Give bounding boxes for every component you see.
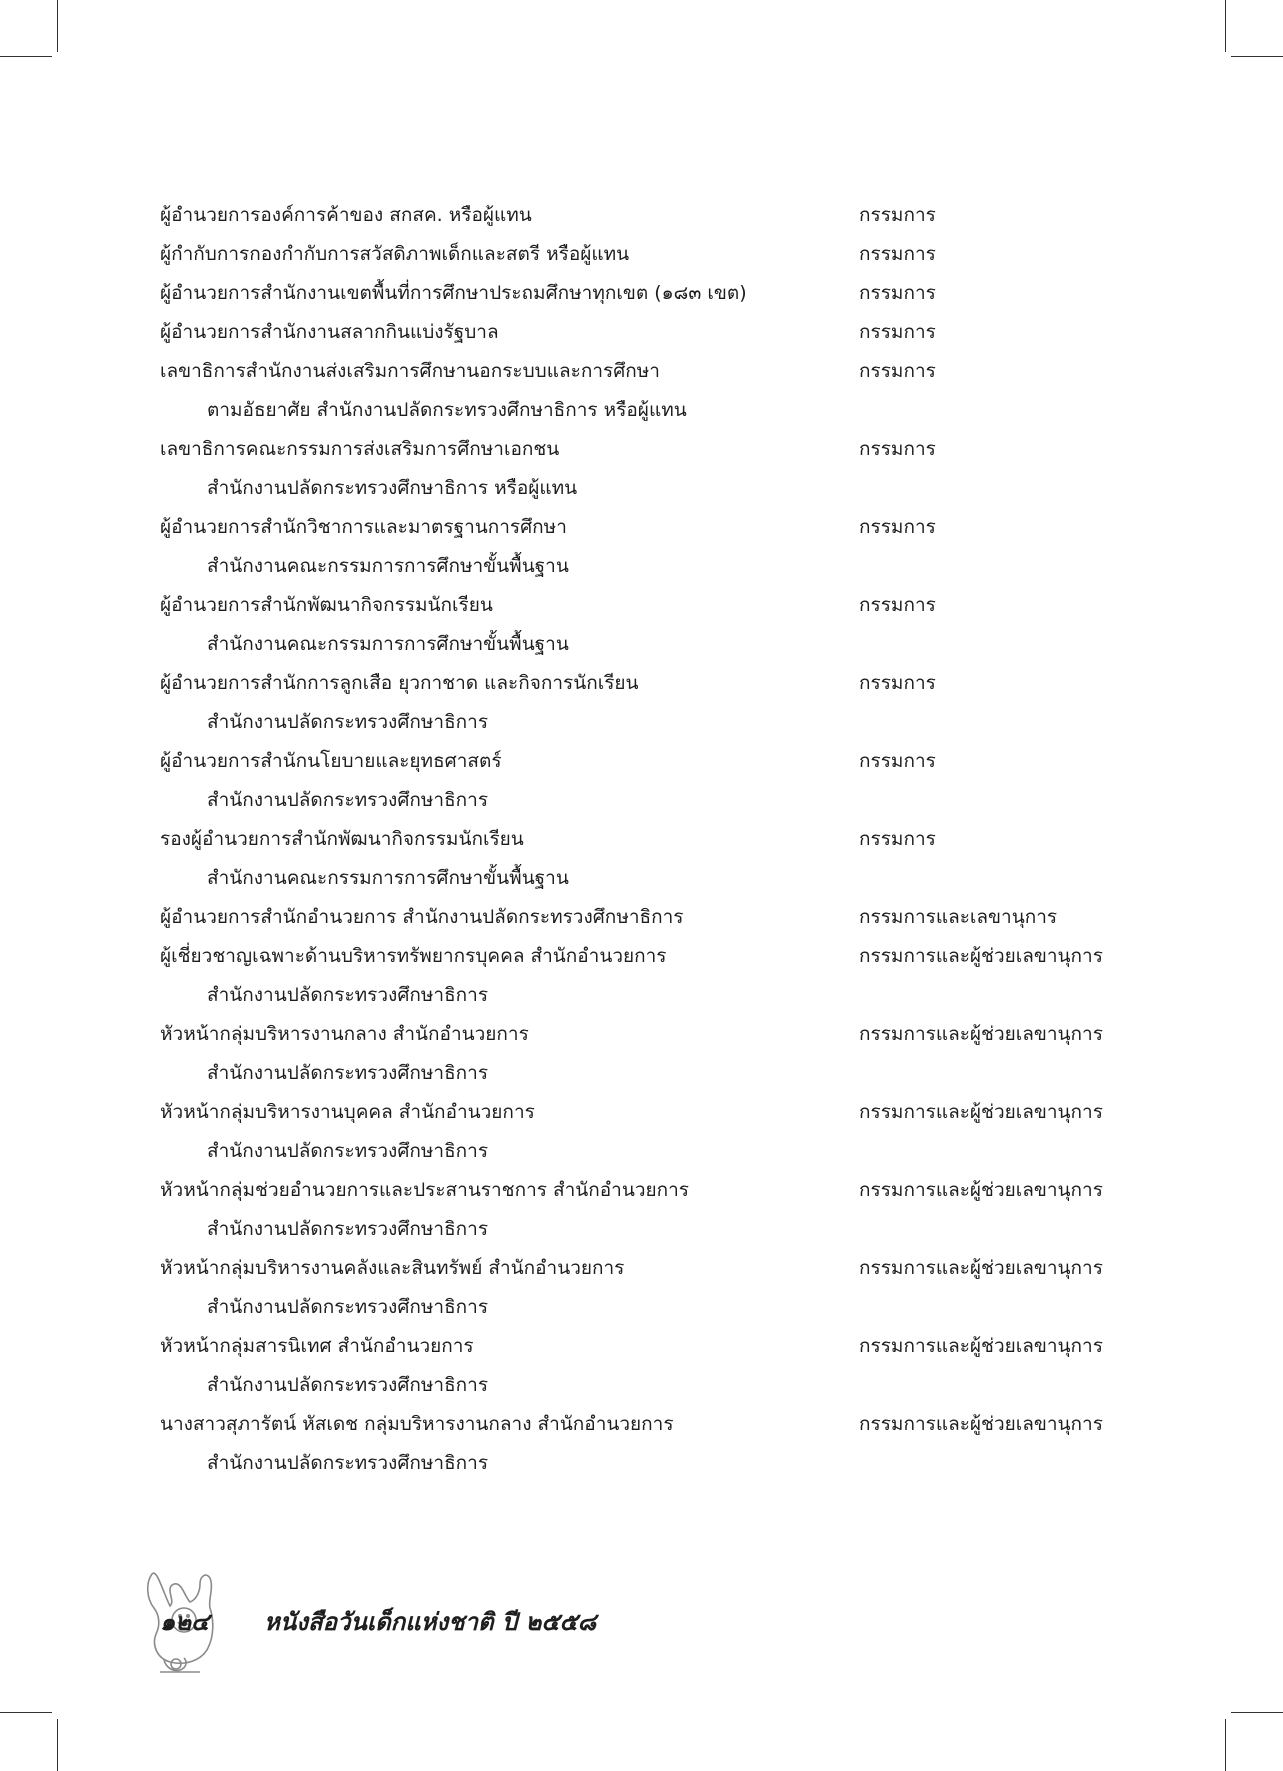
member-row-continuation [160,859,1160,898]
member-position: เลขาธิการคณะกรรมการส่งเสริมการศึกษาเอกชน [160,438,560,460]
member-role: กรรมการและผู้ช่วยเลขานุการ [859,1101,1103,1123]
member-role: กรรมการ [859,243,936,265]
crop-mark [1231,56,1283,57]
member-role: กรรมการ [859,750,936,772]
member-position: สำนักงานปลัดกระทรวงศึกษาธิการ [207,1452,489,1474]
member-row-continuation [160,469,1160,508]
member-position: ผู้อำนวยการสำนักงานเขตพื้นที่การศึกษาประถมศึกษาทุกเขต (๑๘๓ เขต) [160,282,747,304]
member-row [160,1171,1160,1210]
member-position: สำนักงานปลัดกระทรวงศึกษาธิการ [207,1062,489,1084]
member-role: กรรมการ [859,282,936,304]
member-position: หัวหน้ากลุ่มสารนิเทศ สำนักอำนวยการ [160,1335,474,1357]
member-row-continuation [160,703,1160,742]
page-number: ๑๒๔ [160,1607,210,1636]
member-role: กรรมการและผู้ช่วยเลขานุการ [859,1023,1103,1045]
member-role: กรรมการและผู้ช่วยเลขานุการ [859,1257,1103,1279]
member-position: สำนักงานปลัดกระทรวงศึกษาธิการ [207,711,489,733]
member-position: ผู้อำนวยการสำนักการลูกเสือ ยุวกาชาด และกิจการนักเรียน [160,672,639,694]
member-role: กรรมการ [859,204,936,226]
member-role: กรรมการและผู้ช่วยเลขานุการ [859,1335,1103,1357]
crop-mark [0,1712,52,1713]
crop-mark [1225,0,1226,52]
member-position: ผู้อำนวยการสำนักอำนวยการ สำนักงานปลัดกระทรวงศึกษาธิการ [160,906,684,928]
member-row-continuation [160,1210,1160,1249]
member-position: สำนักงานปลัดกระทรวงศึกษาธิการ [207,1296,489,1318]
member-position: นางสาวสุภารัตน์ หัสเดช กลุ่มบริหารงานกลาง สำนักอำนวยการ [160,1413,674,1435]
member-row [160,1327,1160,1366]
page-footer [130,1568,650,1678]
member-position: ตามอัธยาศัย สำนักงานปลัดกระทรวงศึกษาธิการ หรือผู้แทน [207,399,687,421]
member-position: สำนักงานปลัดกระทรวงศึกษาธิการ [207,789,489,811]
member-position: สำนักงานปลัดกระทรวงศึกษาธิการ [207,984,489,1006]
crop-mark [0,56,52,57]
member-row [160,1015,1160,1054]
member-row-continuation [160,976,1160,1015]
member-row [160,820,1160,859]
member-position: หัวหน้ากลุ่มบริหารงานกลาง สำนักอำนวยการ [160,1023,529,1045]
member-position: ผู้อำนวยการสำนักนโยบายและยุทธศาสตร์ [160,750,502,772]
member-position: สำนักงานปลัดกระทรวงศึกษาธิการ [207,1218,489,1240]
member-row [160,664,1160,703]
member-row [160,313,1160,352]
member-role: กรรมการ [859,360,936,382]
member-role: กรรมการ [859,672,936,694]
member-row-continuation [160,391,1160,430]
member-position: รองผู้อำนวยการสำนักพัฒนากิจกรรมนักเรียน [160,828,524,850]
member-position: สำนักงานคณะกรรมการการศึกษาขั้นพื้นฐาน [207,633,569,655]
member-position: ผู้เชี่ยวชาญเฉพาะด้านบริหารทรัพยากรบุคคล สำนักอำนวยการ [160,945,667,967]
member-row-continuation [160,1444,1160,1483]
crop-mark [57,0,58,52]
member-row [160,196,1160,235]
member-row [160,1405,1160,1444]
member-position: ผู้อำนวยการสำนักวิชาการและมาตรฐานการศึกษา [160,516,567,538]
member-position: สำนักงานปลัดกระทรวงศึกษาธิการ [207,1374,489,1396]
crop-mark [57,1719,58,1771]
member-role: กรรมการและเลขานุการ [859,906,1058,928]
member-row [160,937,1160,976]
member-row [160,586,1160,625]
member-role: กรรมการ [859,516,936,538]
member-position: ผู้อำนวยการสำนักพัฒนากิจกรรมนักเรียน [160,594,493,616]
member-row-continuation [160,781,1160,820]
member-position: สำนักงานปลัดกระทรวงศึกษาธิการ หรือผู้แทน [207,477,578,499]
crop-mark [1225,1719,1226,1771]
member-position: ผู้อำนวยการองค์การค้าของ สกสค. หรือผู้แทน [160,204,532,226]
member-row-continuation [160,547,1160,586]
member-row-continuation [160,1054,1160,1093]
member-position: ผู้กำกับการกองกำกับการสวัสดิภาพเด็กและสตรี หรือผู้แทน [160,243,630,265]
member-position: ผู้อำนวยการสำนักงานสลากกินแบ่งรัฐบาล [160,321,499,343]
member-row [160,742,1160,781]
member-position: สำนักงานปลัดกระทรวงศึกษาธิการ [207,1140,489,1162]
member-position: สำนักงานคณะกรรมการการศึกษาขั้นพื้นฐาน [207,555,569,577]
member-role: กรรมการ [859,438,936,460]
member-row [160,508,1160,547]
member-position: หัวหน้ากลุ่มบริหารงานบุคคล สำนักอำนวยการ [160,1101,535,1123]
member-position: เลขาธิการสำนักงานส่งเสริมการศึกษานอกระบบและการศึกษา [160,360,660,382]
member-row [160,1093,1160,1132]
member-row [160,430,1160,469]
member-role: กรรมการ [859,321,936,343]
member-row-continuation [160,1366,1160,1405]
member-row-continuation [160,625,1160,664]
member-row [160,352,1160,391]
member-row [160,1249,1160,1288]
member-role: กรรมการและผู้ช่วยเลขานุการ [859,1179,1103,1201]
member-position: หัวหน้ากลุ่มบริหารงานคลังและสินทรัพย์ สำนักอำนวยการ [160,1257,625,1279]
member-role: กรรมการ [859,828,936,850]
member-row [160,274,1160,313]
member-row [160,235,1160,274]
member-role: กรรมการและผู้ช่วยเลขานุการ [859,1413,1103,1435]
member-row-continuation [160,1132,1160,1171]
crop-mark [1231,1712,1283,1713]
member-row [160,898,1160,937]
book-title: หนังสือวันเด็กแห่งชาติ ปี ๒๕๕๘ [264,1607,597,1636]
member-row-continuation [160,1288,1160,1327]
member-position: หัวหน้ากลุ่มช่วยอำนวยการและประสานราชการ สำนักอำนวยการ [160,1179,690,1201]
member-role: กรรมการ [859,594,936,616]
member-role: กรรมการและผู้ช่วยเลขานุการ [859,945,1103,967]
member-position: สำนักงานคณะกรรมการการศึกษาขั้นพื้นฐาน [207,867,569,889]
committee-list [160,196,1160,1483]
